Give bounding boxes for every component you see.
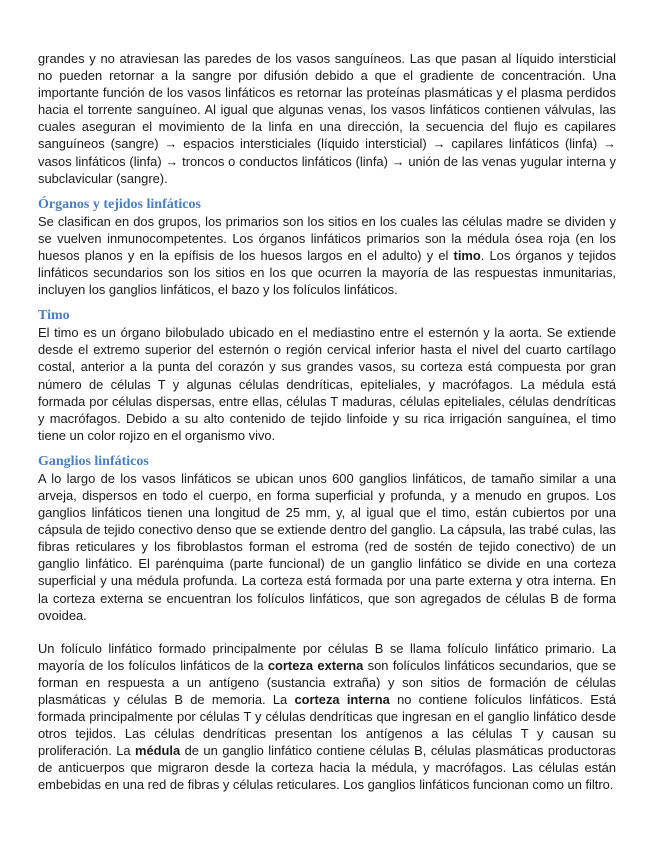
organos-bold-timo: timo (453, 247, 481, 263)
section-heading-timo: Timo (38, 308, 70, 324)
section-heading-ganglios: Ganglios linfáticos (38, 453, 149, 469)
bold-corteza-interna: corteza interna (294, 692, 390, 707)
intro-paragraph: grandes y no atraviesan las paredes de los vasos sanguíneos. Las que pasan al líquido intersticial no pueden retornar a la sangre por difusión debido a que el gradiente de concentración. Una importante función de los vasos linfáticos es retornar las proteínas plasmáticas y el plasma perdidos hacia el torrente sanguíneo. Al igual que algunas venas, los vasos linfáticos contienen válvulas, las cuales aseguran el movimiento de la linfa en una dirección, la secuencia del flujo es capilares sanguíneos (sangre) → espacios intersticiales (líquido intersticial) → capilares linfáticos (linfa) → vasos linfáticos (linfa) → troncos o conductos linfáticos (linfa) → unión de las venas yugular interna y subclavicular (sangre). (38, 51, 616, 186)
ganglios-p2-text-3: no contiene folículos linfáticos. Está formada principalmente por células T y células dendríticas que ingresan en el ganglio linfático desde otros tejidos. Las células dendríticas presentan los antígenos a las células T y causan su proliferación. La (38, 692, 616, 759)
ganglios-p2-text-4: de un ganglio linfático contiene células B, células plasmáticas productoras de anticuerpos que migraron desde la corteza hacia la médula, y macrófagos. Las células están embebidas en una red de fibras y células reticulares. Los ganglios linfáticos funcionan como un filtro. (38, 743, 616, 793)
organos-paragraph (38, 213, 616, 298)
ganglios-paragraph-1: A lo largo de los vasos linfáticos se ubican unos 600 ganglios linfáticos, de tamaño similar a una arveja, dispersos en todo el cuerpo, en forma superficial y profunda, y a menudo en grupos. Los ganglios linfáticos tienen una longitud de 25 mm, y, al igual que el timo, están cubiertos por una cápsula de tejido conectivo denso que se extiende dentro del ganglio. La cápsula, las trabé culas, las fibras reticulares y los fibroblastos forman el estroma (red de sostén de tejido conectivo) de un ganglio linfático. El parénquima (parte funcional) de un ganglio linfático se divide en una corteza superficial y una médula profunda. La corteza está formada por una parte externa y otra interna. En la corteza externa se encuentran los folículos linfáticos, que son agregados de células B de forma ovoidea. (38, 470, 616, 623)
organos-text-2: . Los órganos y tejidos linfáticos secundarios son los sitios en los que ocurren la mayoría de las respuestas inmunitarias, incluyen los ganglios linfáticos, el bazo y los folículos linfáticos. (38, 247, 617, 298)
ganglios-paragraph-2 (38, 640, 616, 794)
document-page (38, 50, 616, 794)
ganglios-p2-text-1: Un folículo linfático formado principalmente por células B se llama folículo linfático primario. La mayoría de los folículos linfáticos de la (38, 640, 616, 673)
bold-corteza-externa: corteza externa (267, 657, 364, 673)
bold-medula: médula (135, 743, 181, 759)
ganglios-p2-text-2: son folículos linfáticos secundarios, que se forman en respuesta a un antígeno (sustancia extraña) y son sitios de formación de células plasmáticas y células B de memoria. La (38, 657, 616, 707)
section-heading-organos: Órganos y tejidos linfáticos (38, 196, 201, 212)
timo-paragraph: El timo es un órgano bilobulado ubicado en el mediastino entre el esternón y la aorta. Se extiende desde el extremo superior del esternón o región cervical inferior hasta el nivel del cuarto cartílago costal, anterior a la punta del corazón y sus grandes vasos, su corteza está compuesta por gran número de células T y algunas células dendríticas, epiteliales, y macrófagos. La médula está formada por células dispersas, entre ellas, células T maduras, células epiteliales, células dendríticas y macrófagos. Debido a su alto contenido de tejido linfoide y su rica irrigación sanguínea, el timo tiene un color rojizo en el organismo vivo. (38, 325, 616, 443)
organos-text-1: Se clasifican en dos grupos, los primarios son los sitios en los cuales las células madre se dividen y se vuelven inmunocompetentes. Los órganos linfáticos primarios son la médula ósea roja (en los huesos planos y en la epífisis de los huesos largos en el adulto) y el (38, 213, 616, 263)
